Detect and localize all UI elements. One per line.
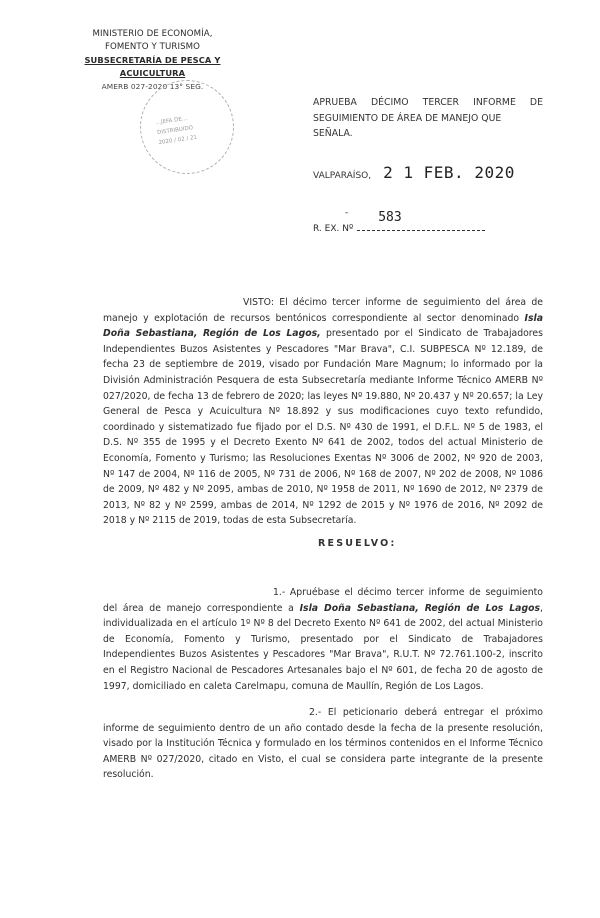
- subsecretariat-name: SUBSECRETARÍA DE PESCA Y ACUICULTURA: [84, 55, 221, 78]
- sector-name: Isla Doña Sebastiana, Región de Los Lagos: [299, 602, 541, 614]
- resolution-number: [313, 210, 485, 234]
- subject-line-1: APRUEBA DÉCIMO TERCER INFORME DE: [313, 97, 543, 108]
- reference-code: AMERB 027-2020 13° SEG.: [101, 82, 204, 91]
- visto-paragraph: VISTO: El décimo tercer informe de seguimiento del área de manejo y explotación de recursos bentónicos correspondiente al sector denominado Isla Doña Sebastiana, Región de Los Lagos, presentado por el Sindicato de Trabajadores Independientes Buzos Asistentes y Pescadores "Mar Brava", C.I. SUBPESCA Nº 12.189, de fecha 23 de septiembre de 2019, visado por Fundación Mare Magnum; lo informado por la División Administración Pesquera de esta Subsecretaría mediante Informe Técnico AMERB Nº 027/2020, de fecha 13 de febrero de 2020; las leyes Nº 19.880, Nº 20.437 y Nº 20.657; la Ley General de Pesca y Acuicultura Nº 18.892 y sus modificaciones cuyo texto refundido, coordinado y sistematizado fue fijado por el D.S. Nº 430 de 1991, el D.F.L. Nº 5 de 1983, el D.S. Nº 355 de 1995 y el Decreto Exento Nº 641 de 2002, todos del actual Ministerio de Economía, Fomento y Turismo; las Resoluciones Exentas Nº 3006 de 2002, Nº 920 de 2003, Nº 147 de 2004, Nº 116 de 2005, Nº 731 de 2006, Nº 168 de 2007, Nº 202 de 2008, Nº 1086 de 2009, Nº 482 y Nº 2095, ambas de 2010, Nº 1958 de 2011, Nº 1690 de 2012, Nº 2379 de 2013, Nº 82 y Nº 2599, ambas de 2014, Nº 1292 de 2015 y Nº 1976 de 2016, Nº 2092 de 2018 y Nº 2115 de 2019, todas de esta Subsecretaría.: [103, 297, 543, 527]
- resolution-label: R. EX. Nº: [313, 224, 354, 234]
- article-1: 1.- Apruébase el décimo tercer informe de seguimiento del área de manejo correspondiente a Isla Doña Sebastiana, Región de Los Lagos, individualizada en el artículo 1º Nº 8 del Decreto Exento Nº 641 de 2002, del actual Ministerio de Economía, Fomento y Turismo, presentado por el Sindicato de Trabajadores Independientes Buzos Asistentes y Pescadores "Mar Brava", R.U.T. Nº 72.761.100-2, inscrito en el Registro Nacional de Pescadores Artesanales bajo el Nº 601, de fecha 20 de agosto de 1997, domiciliado en caleta Carelmapu, comuna de Maullín, Región de Los Lagos.: [103, 587, 543, 692]
- ministry-name-cont: FOMENTO Y TURISMO: [104, 42, 201, 52]
- resolution-subject: [313, 95, 543, 142]
- number-line: [357, 210, 485, 231]
- ministry-name: MINISTERIO DE ECONOMÍA,: [92, 29, 213, 39]
- sector-name: Isla Doña Sebastiana, Región de Los Lagos,: [103, 312, 543, 340]
- number-dash: -: [345, 208, 349, 218]
- date-stamp: 2 1 FEB. 2020: [383, 163, 515, 182]
- place-and-date: [313, 163, 515, 182]
- subject-line-2: SEGUIMIENTO DE ÁREA DE MANEJO QUE SEÑALA.: [313, 112, 502, 139]
- resolution-number-value: 583: [378, 210, 402, 225]
- city: VALPARAÍSO,: [313, 171, 372, 181]
- letterhead: [60, 28, 245, 93]
- stamp-text: ...JEFA DE... DISTRIBUIDO 2020 / 02 / 21: [155, 115, 198, 147]
- article-2: 2.- El peticionario deberá entregar el próximo informe de seguimiento dentro de un año contado desde la fecha de la presente resolución, visado por la Institución Técnica y formulado en los términos contenidos en el Informe Técnico AMERB Nº 027/2020, citado en Visto, el cual se considera parte integrante de la presente resolución.: [103, 707, 543, 781]
- resuelvo-heading: RESUELVO:: [318, 538, 397, 549]
